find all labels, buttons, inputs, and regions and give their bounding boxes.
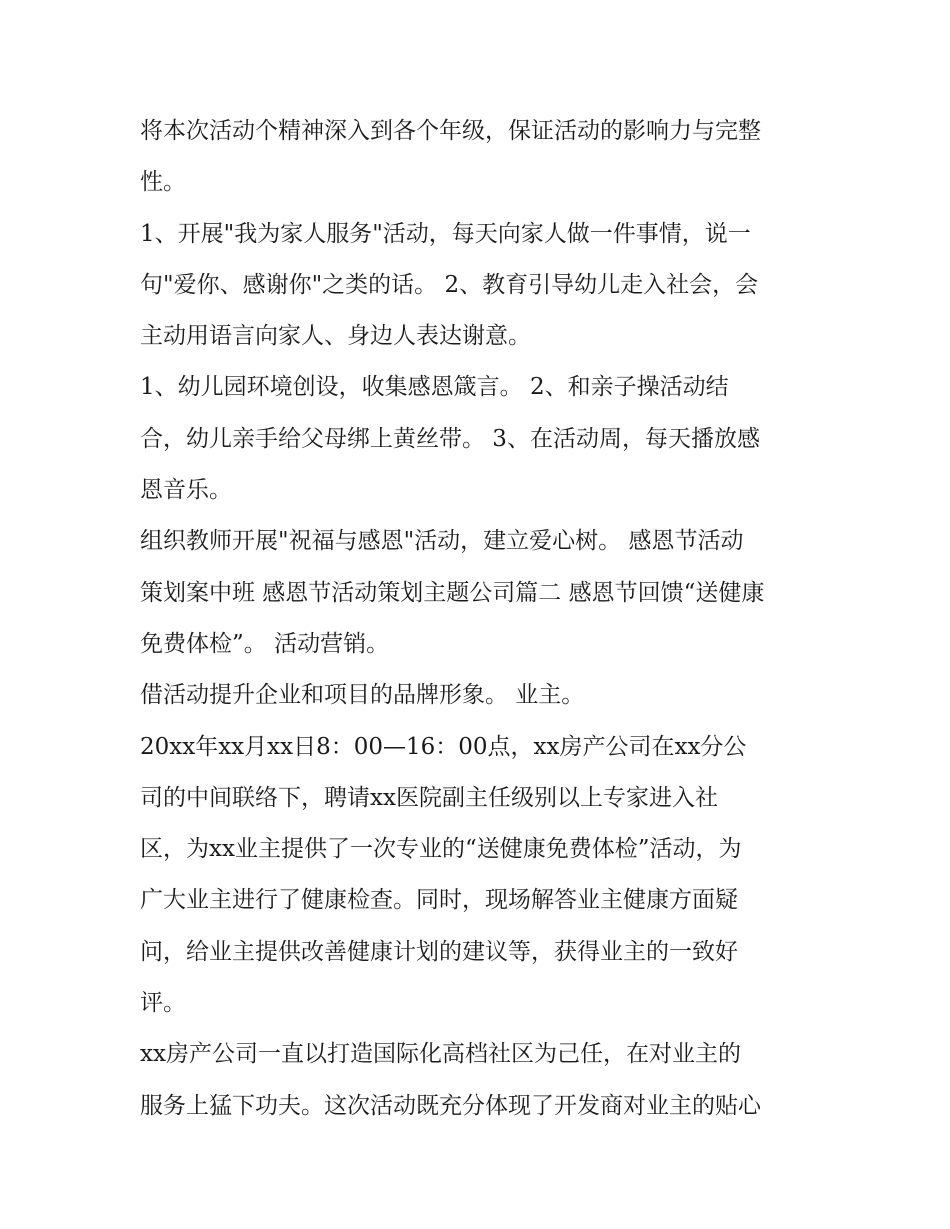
text-line: 评。 xyxy=(140,990,186,1017)
text-line: 问，给业主提供改善健康计划的建议等，获得业主的一致好 xyxy=(140,938,738,965)
text-line: 区，为xx业主提供了一次专业的“送健康免费体检”活动，为 xyxy=(140,836,742,863)
text-line: 性。 xyxy=(140,169,186,196)
text-line: 1、幼儿园环境创设，收集感恩箴言。 2、和亲子操活动结 xyxy=(140,374,729,401)
text-line: 借活动提升企业和项目的品牌形象。 业主。 xyxy=(140,682,585,709)
text-line: 20xx年xx月xx日8：00—16：00点，xx房产公司在xx分公 xyxy=(140,733,747,760)
text-line: 句"爱你、感谢你"之类的话。 2、教育引导幼儿走入社会，会 xyxy=(140,271,759,298)
text-line: xx房产公司一直以打造国际化高档社区为己任，在对业主的 xyxy=(140,1041,741,1068)
text-line: 恩音乐。 xyxy=(140,477,232,504)
text-line: 司的中间联络下，聘请xx医院副主任级别以上专家进入社 xyxy=(140,784,718,811)
text-line: 策划案中班 感恩节活动策划主题公司篇二 感恩节回馈“送健康 xyxy=(140,579,765,606)
text-line: 1、开展"我为家人服务"活动，每天向家人做一件事情，说一 xyxy=(140,220,751,247)
text-line: 将本次活动个精神深入到各个年级，保证活动的影响力与完整 xyxy=(140,118,761,144)
text-line: 组织教师开展"祝福与感恩"活动，建立爱心树。 感恩节活动 xyxy=(140,528,744,555)
document-body xyxy=(140,106,820,1132)
text-line: 广大业主进行了健康检查。同时，现场解答业主健康方面疑 xyxy=(140,887,738,914)
text-line: 免费体检”。 活动营销。 xyxy=(140,630,390,657)
text-line: 主动用语言向家人、身边人表达谢意。 xyxy=(140,323,531,350)
text-line: 合，幼儿亲手给父母绑上黄丝带。 3、在活动周，每天播放感 xyxy=(140,425,760,452)
text-line: 服务上猛下功夫。这次活动既充分体现了开发商对业主的贴心 xyxy=(140,1092,761,1119)
